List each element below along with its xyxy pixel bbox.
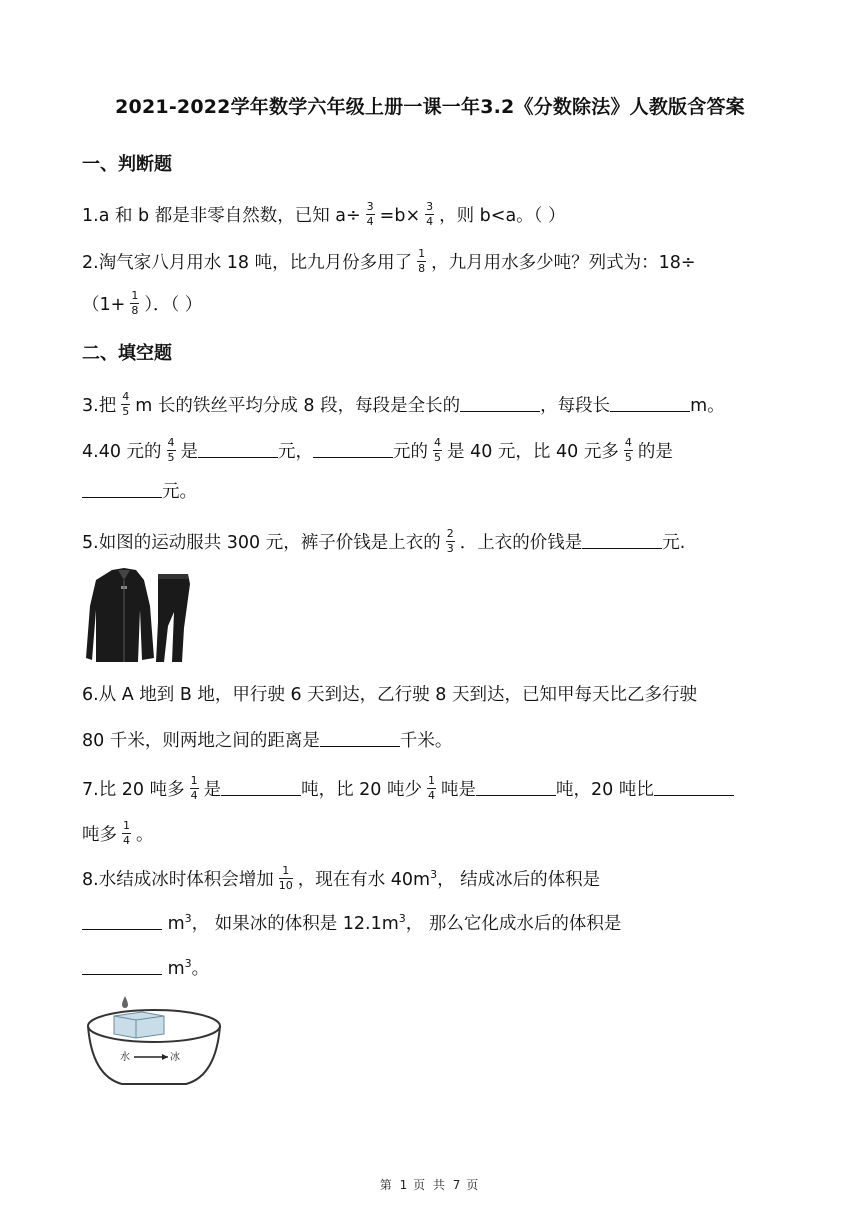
fraction: $\frac{4}{5}$ — [434, 436, 442, 464]
bowl-label-water: 水 — [120, 1052, 130, 1063]
question-7-line-2: 吨多 $\frac{1}{4}$ 。 — [82, 819, 154, 847]
answer-blank[interactable] — [610, 410, 690, 412]
answer-blank[interactable] — [82, 928, 162, 930]
answer-blank[interactable] — [476, 794, 556, 796]
fraction: $\frac{1}{4}$ — [123, 819, 130, 847]
question-7-line-1: 7.比 20 吨多 $\frac{1}{4}$ 是 吨，比 20 吨少 $\frac{1}{4}$ 吨是 吨，20 吨比 — [82, 777, 734, 803]
jacket-icon — [86, 568, 154, 662]
bowl-label-ice: 冰 — [170, 1052, 180, 1063]
water-drop-icon — [122, 996, 128, 1008]
answer-blank[interactable] — [654, 794, 734, 796]
question-2-line-2: （1+ $\frac{1}{8}$ ）．（ ） — [82, 289, 203, 317]
answer-blank[interactable] — [460, 410, 540, 412]
question-6-line-1: 6.从 A 地到 B 地，甲行驶 6 天到达，乙行驶 8 天到达，已知甲每天比乙多行驶 — [82, 685, 697, 705]
answer-blank[interactable] — [82, 496, 162, 498]
ice-cube-icon — [114, 1012, 164, 1038]
fraction: $\frac{1}{10}$ — [278, 864, 293, 892]
page-total: 7 — [452, 1178, 461, 1192]
fraction: $\frac{3}{4}$ — [366, 200, 374, 228]
pants-icon — [156, 574, 190, 662]
fraction: $\frac{2}{3}$ — [446, 527, 454, 555]
question-2-line-1: 2.淘气家八月用水 18 吨，比九月份多用了 $\frac{1}{8}$ ，九月用水多少吨？列式为：18÷ — [82, 247, 696, 275]
fraction: $\frac{4}{5}$ — [122, 390, 130, 418]
answer-blank[interactable] — [198, 456, 278, 458]
question-1: 1.a 和 b 都是非零自然数，已知 a÷ $\frac{3}{4}$ =b× $\frac{3}{4}$ ，则 b<a。（ ） — [82, 200, 566, 228]
question-8-line-3: $m^3$。 — [82, 958, 209, 978]
fraction: $\frac{4}{5}$ — [624, 436, 632, 464]
document-title: 2021-2022学年数学六年级上册一课一年3.2《分数除法》人教版含答案 — [115, 96, 745, 118]
page-number: 1 — [399, 1178, 408, 1192]
question-8-line-1: 8.水结成冰时体积会增加 $\frac{1}{10}$ ，现在有水 $40m^3$， 结成冰后的体积是 — [82, 864, 601, 892]
fraction: $\frac{3}{4}$ — [426, 200, 434, 228]
fraction: $\frac{1}{8}$ — [131, 289, 139, 317]
fraction: $\frac{1}{8}$ — [418, 247, 426, 275]
fraction: $\frac{1}{4}$ — [190, 774, 198, 802]
arrow-head-icon — [162, 1054, 168, 1060]
page-footer: 第 1 页 共 7 页 — [379, 1178, 481, 1192]
fraction: $\frac{4}{5}$ — [167, 436, 175, 464]
answer-blank[interactable] — [313, 456, 393, 458]
sportswear-image — [84, 566, 194, 666]
answer-blank[interactable] — [320, 745, 400, 747]
question-4-line-1: 4.40 元的 $\frac{4}{5}$ 是 元， 元的 $\frac{4}{5}$ 是 40 元，比 40 元多 $\frac{4}{5}$ 的是 — [82, 436, 673, 464]
question-4-line-2: 元。 — [82, 484, 197, 502]
fraction: $\frac{1}{4}$ — [428, 774, 435, 802]
question-5: 5.如图的运动服共 300 元，裤子价钱是上衣的 $\frac{2}{3}$ ．上衣的价钱是 元. — [82, 527, 686, 555]
section-judge-heading: 一、判断题 — [82, 154, 172, 175]
question-8-line-2: $m^3$， 如果冰的体积是 $12.1m^3$， 那么它化成水后的体积是 — [82, 913, 621, 933]
answer-blank[interactable] — [221, 794, 301, 796]
water-ice-bowl-image — [82, 994, 232, 1094]
question-3: 3.把 $\frac{4}{5}$ m 长的铁丝平均分成 8 段，每段是全长的 ，每段长 m。 — [82, 390, 725, 418]
answer-blank[interactable] — [582, 547, 662, 549]
section-fill-heading: 二、填空题 — [82, 343, 172, 364]
answer-blank[interactable] — [82, 973, 162, 975]
question-6-line-2: 80 千米，则两地之间的距离是 千米。 — [82, 731, 453, 751]
